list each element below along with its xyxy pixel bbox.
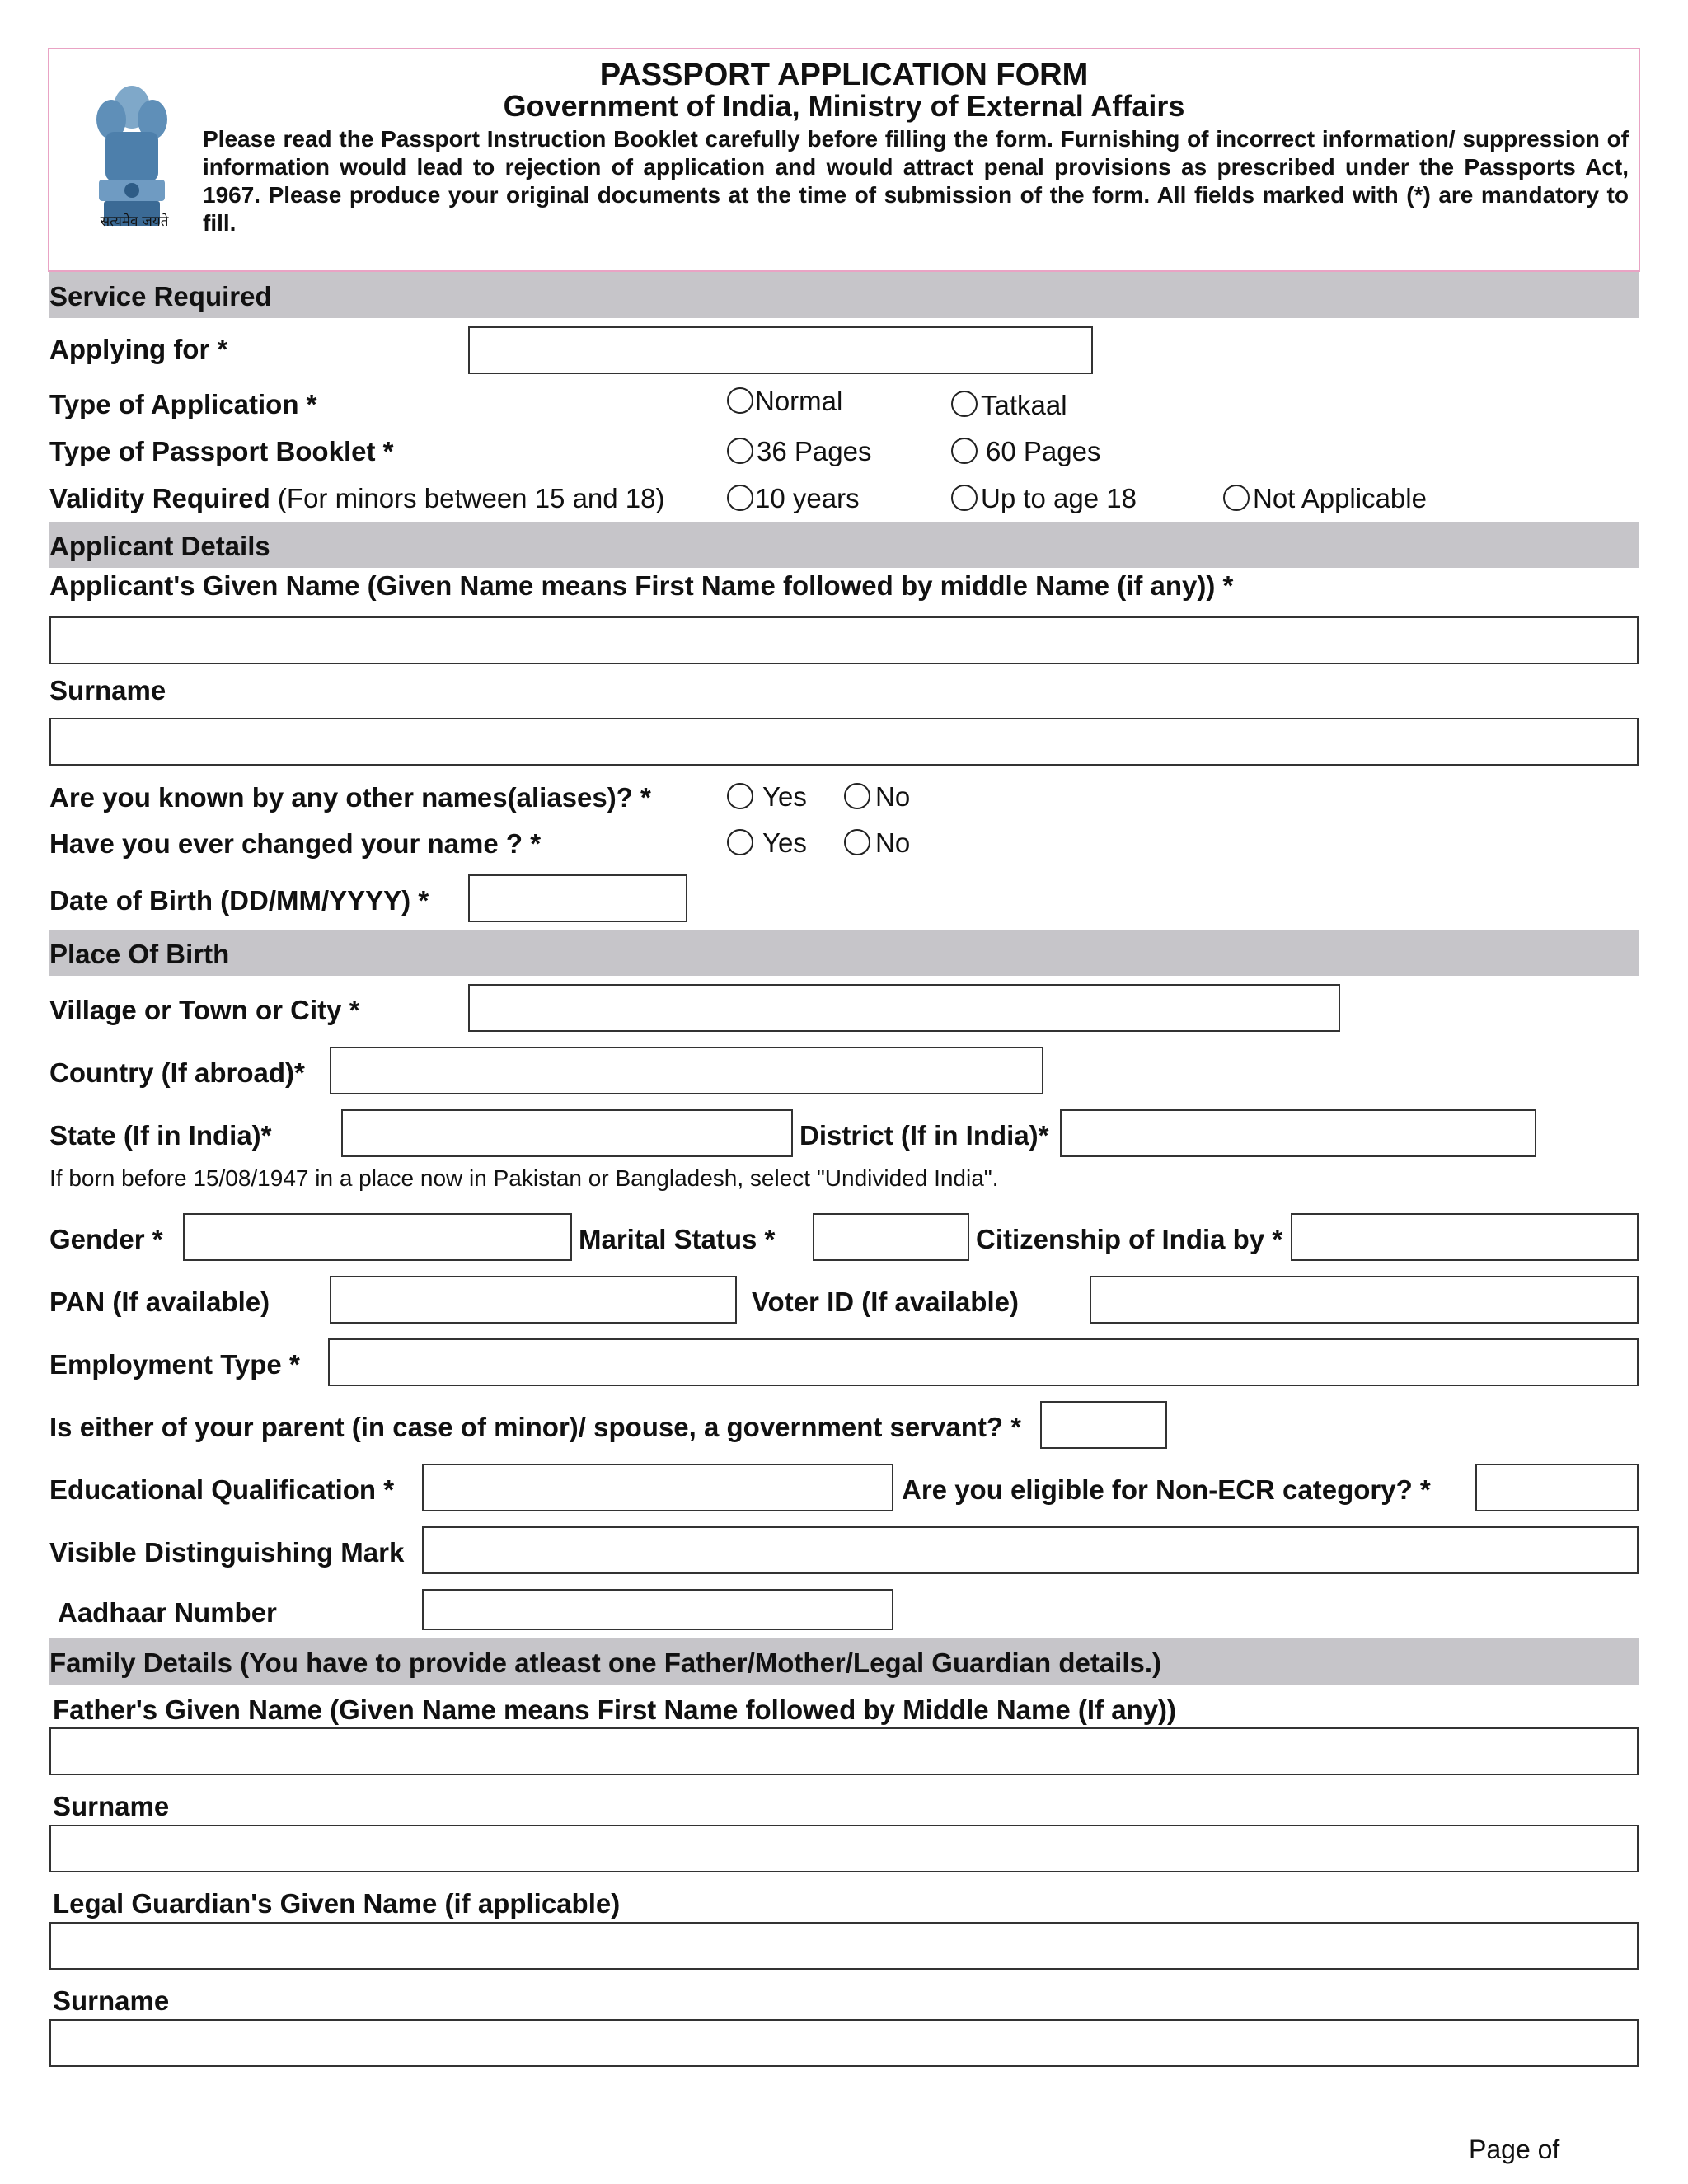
gender-label: Gender *	[49, 1224, 163, 1254]
radio-not-applicable[interactable]	[1223, 485, 1250, 511]
instructions-text: Please read the Passport Instruction Booklet carefully before filling the form. Furnishing of incorrect information/ suppression of information would lead to rejection of application and would attract penal provisions as prescribed under the Passports Act, 1967. Please produce your original documents at the time of submission of the form. All fields marked with (*) are mandatory to fill.	[203, 126, 1629, 236]
radio-36-pages-label: 36 Pages	[757, 436, 872, 466]
radio-10-years[interactable]	[727, 485, 753, 511]
section-service-required: Service Required	[49, 272, 1639, 318]
city-label: Village or Town or City *	[49, 995, 360, 1025]
form-title: PASSPORT APPLICATION FORM	[599, 58, 1089, 92]
guardian-surname-label: Surname	[53, 1985, 170, 2016]
section-applicant-details: Applicant Details	[49, 522, 1639, 568]
gov-servant-field[interactable]	[1040, 1401, 1167, 1449]
voter-id-label: Voter ID (If available)	[752, 1286, 1019, 1317]
state-field[interactable]	[341, 1109, 793, 1157]
radio-aliases-yes-label: Yes	[762, 781, 807, 812]
father-given-name-field[interactable]	[49, 1727, 1639, 1775]
voter-id-field[interactable]	[1090, 1276, 1639, 1324]
country-label: Country (If abroad)*	[49, 1057, 305, 1088]
surname-field[interactable]	[49, 718, 1639, 766]
radio-up-to-18-label: Up to age 18	[981, 483, 1137, 513]
radio-changed-yes[interactable]	[727, 829, 753, 855]
gender-field[interactable]	[183, 1213, 572, 1261]
radio-aliases-no-label: No	[875, 781, 911, 812]
birth-note: If born before 15/08/1947 in a place now in Pakistan or Bangladesh, select "Undivided India".	[49, 1165, 999, 1191]
district-label: District (If in India)*	[799, 1120, 1049, 1151]
father-surname-label: Surname	[53, 1791, 170, 1821]
guardian-given-name-field[interactable]	[49, 1922, 1639, 1970]
form-subtitle: Government of India, Ministry of External Affairs	[503, 89, 1185, 123]
page-number: Page of	[1469, 2135, 1560, 2164]
father-given-name-label: Father's Given Name (Given Name means First Name followed by Middle Name (If any))	[53, 1694, 1177, 1725]
section-place-of-birth: Place Of Birth	[49, 930, 1639, 976]
pan-label: PAN (If available)	[49, 1286, 270, 1317]
given-name-field[interactable]	[49, 616, 1639, 664]
radio-changed-yes-label: Yes	[762, 827, 807, 858]
dob-field[interactable]	[468, 874, 687, 922]
radio-aliases-no[interactable]	[844, 783, 870, 809]
education-label: Educational Qualification *	[49, 1474, 395, 1505]
radio-36-pages[interactable]	[727, 438, 753, 464]
validity-note: (For minors between 15 and 18)	[277, 483, 665, 513]
employment-type-field[interactable]	[328, 1338, 1639, 1386]
applying-for-label: Applying for *	[49, 334, 228, 364]
radio-normal[interactable]	[727, 387, 753, 414]
marital-status-label: Marital Status *	[579, 1224, 776, 1254]
guardian-given-name-label: Legal Guardian's Given Name (if applicable)	[53, 1888, 621, 1919]
non-ecr-label: Are you eligible for Non-ECR category? *	[902, 1474, 1431, 1505]
distinguishing-mark-field[interactable]	[422, 1526, 1639, 1574]
guardian-surname-field[interactable]	[49, 2019, 1639, 2067]
radio-up-to-18[interactable]	[951, 485, 978, 511]
radio-aliases-yes[interactable]	[727, 783, 753, 809]
country-field[interactable]	[330, 1047, 1043, 1094]
radio-changed-no-label: No	[875, 827, 911, 858]
changed-name-label: Have you ever changed your name ? *	[49, 828, 542, 859]
city-field[interactable]	[468, 984, 1340, 1032]
validity-label: Validity Required (For minors between 15 and 18)	[49, 483, 665, 513]
citizenship-label: Citizenship of India by *	[976, 1224, 1283, 1254]
type-of-booklet-label: Type of Passport Booklet *	[49, 436, 394, 466]
district-field[interactable]	[1060, 1109, 1536, 1157]
radio-normal-label: Normal	[755, 386, 843, 416]
aadhaar-field[interactable]	[422, 1589, 893, 1630]
type-of-application-label: Type of Application *	[49, 389, 317, 419]
aliases-label: Are you known by any other names(aliases)? *	[49, 782, 651, 813]
given-name-label: Applicant's Given Name (Given Name means First Name followed by middle Name (if any)) *	[49, 570, 1234, 601]
pan-field[interactable]	[330, 1276, 737, 1324]
dob-label: Date of Birth (DD/MM/YYYY) *	[49, 885, 429, 916]
non-ecr-field[interactable]	[1475, 1464, 1639, 1511]
emblem-motto: सत्यमेव जयते	[100, 213, 169, 229]
radio-tatkaal[interactable]	[951, 391, 978, 417]
radio-10-years-label: 10 years	[755, 483, 860, 513]
employment-type-label: Employment Type *	[49, 1349, 300, 1380]
radio-tatkaal-label: Tatkaal	[981, 390, 1067, 420]
father-surname-field[interactable]	[49, 1825, 1639, 1872]
citizenship-field[interactable]	[1291, 1213, 1639, 1261]
radio-not-applicable-label: Not Applicable	[1253, 483, 1427, 513]
distinguishing-mark-label: Visible Distinguishing Mark	[49, 1537, 405, 1568]
education-field[interactable]	[422, 1464, 893, 1511]
radio-60-pages-label: 60 Pages	[986, 436, 1101, 466]
form-header	[48, 48, 1640, 272]
aadhaar-label: Aadhaar Number	[58, 1597, 277, 1628]
state-label: State (If in India)*	[49, 1120, 272, 1151]
gov-servant-label: Is either of your parent (in case of minor)/ spouse, a government servant? *	[49, 1412, 1022, 1442]
marital-status-field[interactable]	[813, 1213, 969, 1261]
surname-label: Surname	[49, 675, 166, 705]
radio-changed-no[interactable]	[844, 829, 870, 855]
applying-for-field[interactable]	[468, 326, 1093, 374]
radio-60-pages[interactable]	[951, 438, 978, 464]
section-family-details: Family Details (You have to provide atleast one Father/Mother/Legal Guardian details.)	[49, 1638, 1639, 1685]
